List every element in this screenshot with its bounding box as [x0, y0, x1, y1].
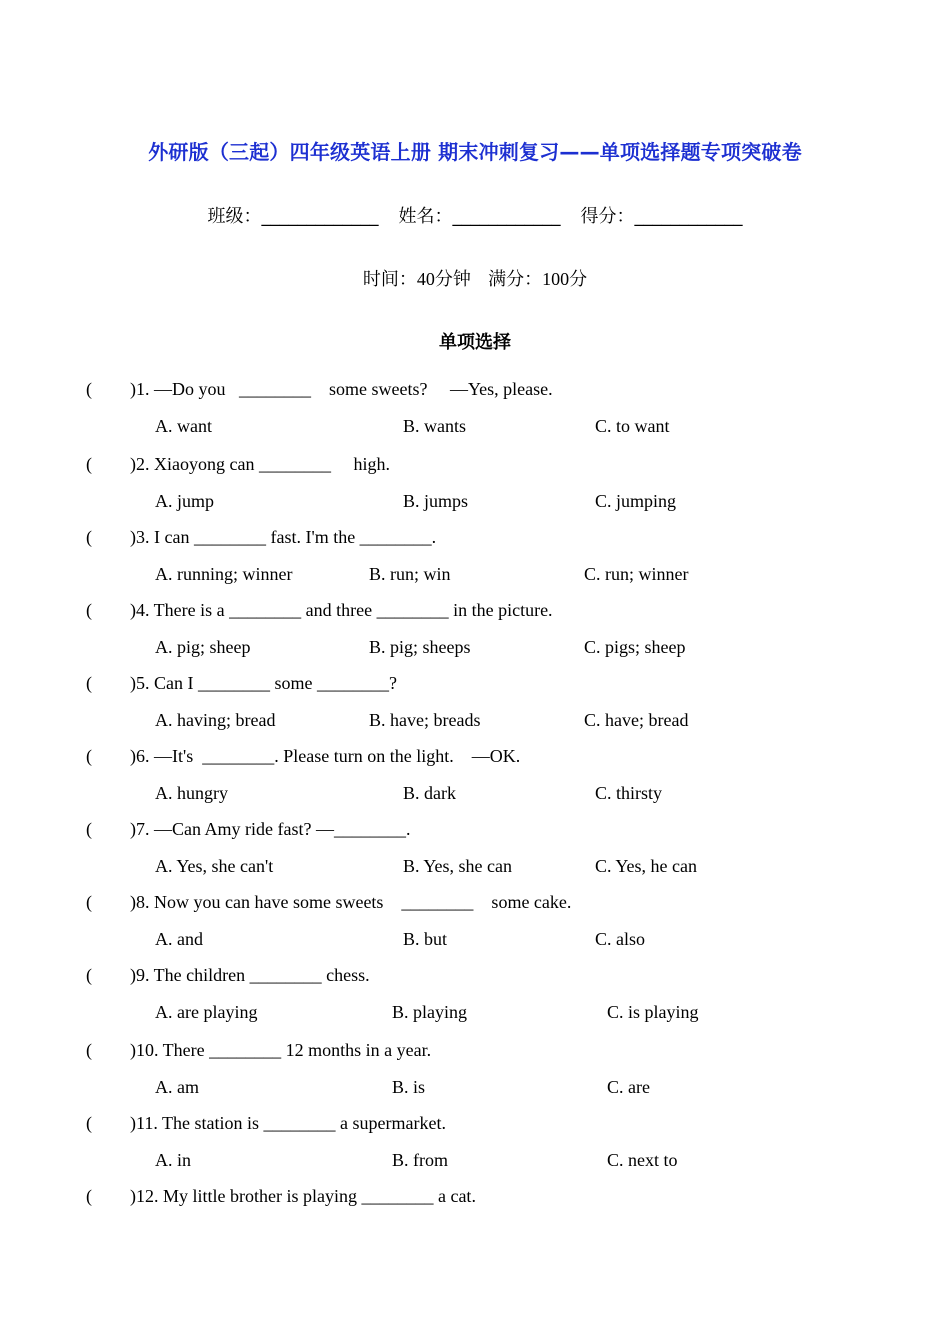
option-b: B. dark	[403, 783, 456, 803]
section-title: 单项选择	[439, 332, 511, 353]
time-label: 时间：	[362, 269, 417, 290]
option-a: A. am	[155, 1077, 199, 1097]
question-text: )4. There is a ________ and three ________ in the picture.	[130, 600, 553, 620]
option-a: A. having; bread	[155, 710, 276, 730]
full-score-unit: 分	[569, 269, 588, 290]
option-c: C. is playing	[607, 1002, 699, 1022]
question-text: )1. —Do you ________ some sweets? —Yes, please.	[130, 379, 553, 399]
option-a: A. want	[155, 416, 212, 436]
class-blank: _____________	[261, 206, 379, 227]
option-a: A. hungry	[155, 783, 228, 803]
option-c: C. have; bread	[584, 710, 689, 730]
question-text: )11. The station is ________ a supermarket.	[130, 1113, 446, 1133]
question-text: )5. Can I ________ some ________?	[130, 673, 397, 693]
option-a: A. in	[155, 1150, 191, 1170]
question-text: )9. The children ________ chess.	[130, 965, 370, 985]
question-text: )8. Now you can have some sweets ________ some cake.	[130, 892, 572, 912]
name-label: 姓名：	[398, 206, 453, 227]
option-b: B. is	[392, 1077, 426, 1097]
option-a: A. running; winner	[155, 564, 293, 584]
time-unit: 分钟	[434, 269, 471, 290]
name-blank: ____________	[452, 206, 561, 227]
option-b: B. playing	[392, 1002, 467, 1022]
option-c: C. Yes, he can	[595, 856, 697, 876]
question-text: )6. —It's ________. Please turn on the light. —OK.	[130, 746, 521, 766]
student-info-line	[0, 202, 950, 228]
option-c: C. next to	[607, 1150, 678, 1170]
option-a: A. pig; sheep	[155, 637, 251, 657]
question-text: )7. —Can Amy ride fast? —________.	[130, 819, 411, 839]
full-score-label: 满分：	[488, 269, 543, 290]
option-c: C. thirsty	[595, 783, 663, 803]
option-b: B. Yes, she can	[403, 856, 513, 876]
option-c: C. pigs; sheep	[584, 637, 686, 657]
option-b: B. have; breads	[369, 710, 481, 730]
option-b: B. but	[403, 929, 448, 949]
time-line	[0, 265, 950, 291]
question-text: )12. My little brother is playing ________ a cat.	[130, 1186, 476, 1206]
option-a: A. Yes, she can't	[155, 856, 274, 876]
full-score-value: 100	[542, 269, 570, 289]
option-c: C. are	[607, 1077, 650, 1097]
option-a: A. jump	[155, 491, 215, 511]
option-b: B. from	[392, 1150, 448, 1170]
option-b: B. pig; sheeps	[369, 637, 471, 657]
option-b: B. wants	[403, 416, 466, 436]
question-text: )3. I can ________ fast. I'm the ________.	[130, 527, 437, 547]
page-title: 外研版（三起）四年级英语上册 期末冲刺复习——单项选择题专项突破卷	[148, 140, 802, 164]
time-value: 40	[416, 269, 435, 289]
option-c: C. also	[595, 929, 646, 949]
option-c: C. jumping	[595, 491, 677, 511]
question-text: )10. There ________ 12 months in a year.	[130, 1040, 432, 1060]
option-b: B. jumps	[403, 491, 469, 511]
score-label: 得分：	[580, 206, 635, 227]
question-text: )2. Xiaoyong can ________ high.	[130, 454, 390, 474]
option-c: C. to want	[595, 416, 670, 436]
option-a: A. are playing	[155, 1002, 258, 1022]
class-label: 班级：	[207, 206, 262, 227]
option-a: A. and	[155, 929, 203, 949]
option-b: B. run; win	[369, 564, 451, 584]
score-blank: ____________	[634, 206, 743, 227]
option-c: C. run; winner	[584, 564, 689, 584]
